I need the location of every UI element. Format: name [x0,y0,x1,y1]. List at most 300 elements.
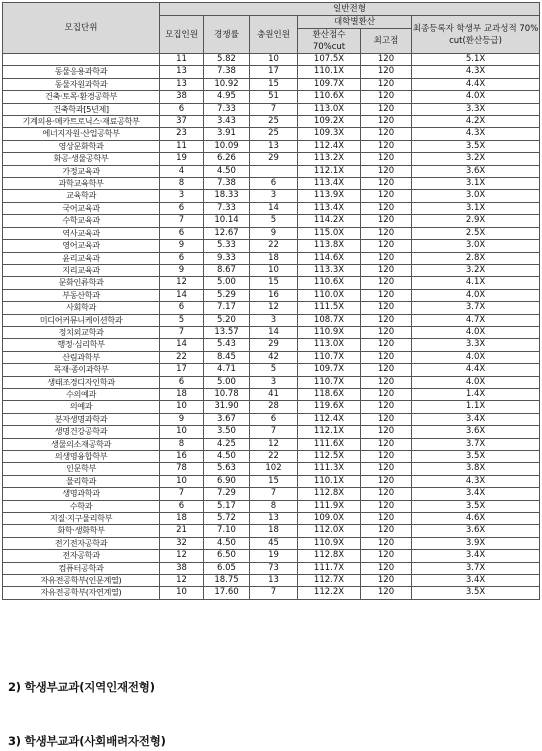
cell-final-grade: 3.8X [412,463,540,475]
table-row [3,202,540,214]
cell-unit: 전기전자공학과 [3,537,160,549]
table-row [3,326,540,338]
cell-competition: 10.78 [204,388,250,400]
cell-additional: 9 [250,227,298,239]
cell-recruit: 3 [160,190,204,202]
table-row [3,240,540,252]
table-body [3,54,540,600]
cell-converted: 114.2X [298,215,361,227]
cell-recruit: 6 [160,302,204,314]
cell-recruit: 6 [160,500,204,512]
cell-unit: 정치외교학과 [3,326,160,338]
cell-competition: 18.33 [204,190,250,202]
cell-recruit: 14 [160,289,204,301]
table-row [3,575,540,587]
cell-unit: 화공·생물공학부 [3,153,160,165]
cell-converted: 112.1X [298,426,361,438]
cell-unit: 미디어커뮤니케이션학과 [3,314,160,326]
table-header [3,3,540,54]
cell-additional: 45 [250,537,298,549]
cell-converted: 112.2X [298,587,361,599]
cell-converted: 113.2X [298,153,361,165]
cell-competition: 4.50 [204,165,250,177]
cell-recruit: 13 [160,66,204,78]
cell-additional: 102 [250,463,298,475]
cell-additional: 12 [250,302,298,314]
table-row [3,128,540,140]
cell-recruit: 14 [160,339,204,351]
cell-unit: 의생명융합학부 [3,451,160,463]
cell-converted: 111.7X [298,562,361,574]
cell-max: 120 [361,178,412,190]
cell-recruit: 18 [160,513,204,525]
cell-final-grade: 3.1X [412,202,540,214]
section-heading-social-consideration: 3) 학생부교과(사회배려자전형) [8,734,166,748]
cell-competition: 4.95 [204,91,250,103]
table-row [3,116,540,128]
cell-final-grade: 3.2X [412,264,540,276]
cell-converted: 112.4X [298,413,361,425]
cell-final-grade: 3.5X [412,587,540,599]
cell-converted: 110.9X [298,326,361,338]
cell-unit: 국어교육과 [3,202,160,214]
cell-converted: 110.1X [298,66,361,78]
cell-max: 120 [361,364,412,376]
cell-competition: 5.72 [204,513,250,525]
cell-final-grade: 1.1X [412,401,540,413]
cell-additional: 42 [250,351,298,363]
table-row [3,413,540,425]
cell-max: 120 [361,91,412,103]
table-row [3,289,540,301]
cell-unit: 목재·종이과학부 [3,364,160,376]
table-row [3,190,540,202]
cell-additional: 14 [250,202,298,214]
table-row [3,252,540,264]
cell-final-grade: 3.5X [412,500,540,512]
cell-competition: 7.38 [204,66,250,78]
cell-competition: 3.67 [204,413,250,425]
table-row [3,277,540,289]
section-heading-regional-talent: 2) 학생부교과(지역인재전형) [8,680,155,694]
cell-recruit: 6 [160,252,204,264]
cell-recruit: 7 [160,326,204,338]
cell-unit: 수의예과 [3,388,160,400]
cell-recruit: 10 [160,587,204,599]
cell-unit: 동물응용과학과 [3,66,160,78]
cell-recruit: 12 [160,550,204,562]
cell-final-grade: 3.7X [412,302,540,314]
cell-converted: 112.1X [298,165,361,177]
cell-final-grade: 3.2X [412,153,540,165]
cell-competition: 6.05 [204,562,250,574]
header-unit: 모집단위 [3,3,160,54]
cell-unit: 수학과 [3,500,160,512]
cell-unit: 산림과학부 [3,351,160,363]
table-row [3,513,540,525]
table-row [3,550,540,562]
cell-converted: 109.7X [298,364,361,376]
cell-converted: 113.4X [298,202,361,214]
cell-converted: 112.5X [298,451,361,463]
cell-unit: 동물자원과학과 [3,78,160,90]
admission-results-table [2,2,540,600]
cell-competition: 5.33 [204,240,250,252]
cell-max: 120 [361,388,412,400]
cell-recruit: 12 [160,575,204,587]
table-row [3,500,540,512]
cell-max: 120 [361,54,412,66]
header-general: 일반전형 [160,3,540,16]
table-row [3,339,540,351]
cell-converted: 113.9X [298,190,361,202]
cell-additional: 6 [250,178,298,190]
cell-max: 120 [361,78,412,90]
cell-recruit: 7 [160,488,204,500]
cell-competition: 10.09 [204,140,250,152]
table-row [3,376,540,388]
cell-final-grade: 3.6X [412,426,540,438]
cell-unit: 자유전공학부(자연계열) [3,587,160,599]
cell-max: 120 [361,103,412,115]
cell-competition: 3.50 [204,426,250,438]
cell-additional: 3 [250,314,298,326]
cell-final-grade: 3.5X [412,451,540,463]
cell-max: 120 [361,537,412,549]
cell-max: 120 [361,128,412,140]
cell-recruit: 8 [160,178,204,190]
cell-converted: 109.2X [298,116,361,128]
cell-max: 120 [361,289,412,301]
cell-final-grade: 2.9X [412,215,540,227]
cell-max: 120 [361,438,412,450]
cell-final-grade: 3.7X [412,438,540,450]
cell-final-grade: 4.0X [412,289,540,301]
cell-final-grade: 3.1X [412,178,540,190]
cell-recruit: 10 [160,401,204,413]
cell-additional: 7 [250,587,298,599]
cell-competition: 7.33 [204,103,250,115]
cell-additional: 15 [250,277,298,289]
cell-max: 120 [361,500,412,512]
cell-additional: 18 [250,252,298,264]
cell-final-grade: 4.0X [412,351,540,363]
cell-recruit: 10 [160,426,204,438]
cell-additional: 6 [250,413,298,425]
cell-max: 120 [361,190,412,202]
header-converted-score: 환산점수 70%cut [298,29,361,54]
cell-final-grade: 3.4X [412,550,540,562]
cell-unit: 에너지자원·산업공학부 [3,128,160,140]
cell-competition: 5.20 [204,314,250,326]
table-row [3,314,540,326]
cell-unit: 전자공학과 [3,550,160,562]
cell-unit: 자유전공학부(인문계열) [3,575,160,587]
cell-max: 120 [361,463,412,475]
cell-max: 120 [361,153,412,165]
cell-recruit: 6 [160,376,204,388]
cell-recruit: 13 [160,78,204,90]
cell-converted: 115.0X [298,227,361,239]
cell-additional: 3 [250,190,298,202]
cell-final-grade: 3.3X [412,103,540,115]
cell-unit: 화학·생화학부 [3,525,160,537]
cell-converted: 113.8X [298,240,361,252]
cell-converted: 110.0X [298,289,361,301]
cell-converted: 109.7X [298,78,361,90]
table-row [3,388,540,400]
cell-recruit: 5 [160,314,204,326]
cell-final-grade: 2.8X [412,252,540,264]
cell-final-grade: 4.0X [412,376,540,388]
table-row [3,537,540,549]
cell-competition: 7.29 [204,488,250,500]
cell-recruit: 22 [160,351,204,363]
cell-additional: 8 [250,500,298,512]
cell-competition: 17.60 [204,587,250,599]
cell-unit: 지리교육과 [3,264,160,276]
cell-max: 120 [361,513,412,525]
cell-max: 120 [361,326,412,338]
cell-recruit: 78 [160,463,204,475]
cell-additional: 16 [250,289,298,301]
cell-competition: 8.67 [204,264,250,276]
cell-converted: 110.7X [298,351,361,363]
table-row [3,78,540,90]
cell-converted: 114.6X [298,252,361,264]
cell-competition: 6.50 [204,550,250,562]
cell-additional: 15 [250,475,298,487]
cell-recruit: 11 [160,140,204,152]
cell-recruit: 32 [160,537,204,549]
cell-additional [250,165,298,177]
cell-additional: 22 [250,451,298,463]
cell-unit: 역사교육과 [3,227,160,239]
cell-additional: 14 [250,326,298,338]
cell-unit: 인문학부 [3,463,160,475]
cell-competition: 6.90 [204,475,250,487]
cell-additional: 10 [250,54,298,66]
cell-unit: 생명과학과 [3,488,160,500]
cell-final-grade: 4.2X [412,116,540,128]
cell-recruit: 8 [160,438,204,450]
header-competition: 경쟁률 [204,16,250,54]
cell-competition: 13.57 [204,326,250,338]
cell-final-grade: 4.0X [412,91,540,103]
cell-competition: 5.17 [204,500,250,512]
cell-converted: 119.6X [298,401,361,413]
cell-max: 120 [361,140,412,152]
table-row [3,153,540,165]
cell-final-grade: 4.3X [412,128,540,140]
cell-competition: 5.82 [204,54,250,66]
cell-max: 120 [361,525,412,537]
table-row [3,227,540,239]
cell-competition: 3.91 [204,128,250,140]
cell-competition: 4.50 [204,537,250,549]
header-final-registrant: 최종등록자 학생부 교과성적 70% cut(환산등급) [412,16,540,54]
header-additional: 충원인원 [250,16,298,54]
cell-final-grade: 4.1X [412,277,540,289]
cell-final-grade: 3.7X [412,562,540,574]
cell-final-grade: 3.4X [412,488,540,500]
cell-unit: 문화인류학과 [3,277,160,289]
cell-recruit: 21 [160,525,204,537]
cell-max: 120 [361,413,412,425]
cell-recruit: 9 [160,240,204,252]
table-row [3,302,540,314]
cell-recruit: 11 [160,54,204,66]
cell-unit: 생물의소재공학과 [3,438,160,450]
cell-max: 120 [361,587,412,599]
cell-unit: 분자생명과학과 [3,413,160,425]
table-row [3,351,540,363]
cell-converted: 112.4X [298,140,361,152]
cell-recruit: 9 [160,264,204,276]
cell-recruit: 6 [160,227,204,239]
cell-unit: 영어교육과 [3,240,160,252]
cell-converted: 111.3X [298,463,361,475]
cell-converted: 107.5X [298,54,361,66]
cell-unit: 사회학과 [3,302,160,314]
cell-additional: 41 [250,388,298,400]
table-row [3,426,540,438]
cell-unit: 건축·토목·환경공학부 [3,91,160,103]
table-row [3,140,540,152]
cell-converted: 109.0X [298,513,361,525]
cell-max: 120 [361,426,412,438]
cell-competition: 5.63 [204,463,250,475]
cell-converted: 118.6X [298,388,361,400]
cell-final-grade: 2.5X [412,227,540,239]
cell-converted: 112.7X [298,575,361,587]
table-row [3,562,540,574]
cell-final-grade: 4.0X [412,326,540,338]
table-row [3,525,540,537]
cell-unit: 윤리교육과 [3,252,160,264]
table-row [3,91,540,103]
cell-final-grade: 4.3X [412,475,540,487]
cell-recruit: 6 [160,103,204,115]
cell-converted: 110.1X [298,475,361,487]
table-row [3,215,540,227]
cell-competition: 8.45 [204,351,250,363]
cell-converted: 110.7X [298,376,361,388]
cell-max: 120 [361,240,412,252]
cell-additional: 17 [250,66,298,78]
cell-final-grade: 3.9X [412,537,540,549]
cell-final-grade: 3.5X [412,140,540,152]
cell-competition: 10.14 [204,215,250,227]
cell-final-grade: 4.3X [412,66,540,78]
table-row [3,364,540,376]
cell-final-grade: 3.4X [412,575,540,587]
cell-max: 120 [361,66,412,78]
cell-competition: 4.71 [204,364,250,376]
table-row [3,451,540,463]
cell-recruit: 10 [160,475,204,487]
cell-additional: 25 [250,116,298,128]
cell-recruit: 7 [160,215,204,227]
cell-competition: 7.10 [204,525,250,537]
cell-additional: 19 [250,550,298,562]
cell-competition: 3.43 [204,116,250,128]
cell-converted: 111.9X [298,500,361,512]
cell-max: 120 [361,314,412,326]
cell-recruit: 19 [160,153,204,165]
cell-max: 120 [361,488,412,500]
cell-max: 120 [361,252,412,264]
cell-competition: 7.38 [204,178,250,190]
cell-unit: 건축학과[5년제] [3,103,160,115]
cell-competition: 5.00 [204,376,250,388]
table-row [3,475,540,487]
table-row [3,463,540,475]
cell-converted: 113.4X [298,178,361,190]
header-max-score: 최고점 [361,29,412,54]
cell-competition: 9.33 [204,252,250,264]
cell-max: 120 [361,264,412,276]
cell-additional: 7 [250,103,298,115]
cell-recruit: 16 [160,451,204,463]
cell-additional: 18 [250,525,298,537]
cell-final-grade: 3.6X [412,525,540,537]
cell-final-grade: 4.7X [412,314,540,326]
cell-unit: 지질·지구물리학부 [3,513,160,525]
cell-competition: 18.75 [204,575,250,587]
cell-unit: 생명건강공학과 [3,426,160,438]
cell-max: 120 [361,575,412,587]
cell-additional: 3 [250,376,298,388]
cell-unit: 생태조경디자인학과 [3,376,160,388]
cell-recruit: 17 [160,364,204,376]
cell-competition: 4.25 [204,438,250,450]
cell-max: 120 [361,202,412,214]
header-recruit: 모집인원 [160,16,204,54]
cell-unit: 영상문화학과 [3,140,160,152]
cell-max: 120 [361,451,412,463]
cell-additional: 12 [250,438,298,450]
table-row [3,165,540,177]
cell-additional: 13 [250,140,298,152]
cell-unit: 행정·심리학부 [3,339,160,351]
cell-recruit: 38 [160,562,204,574]
cell-recruit: 37 [160,116,204,128]
cell-converted: 110.9X [298,537,361,549]
cell-competition: 4.50 [204,451,250,463]
cell-additional: 29 [250,339,298,351]
cell-competition: 5.29 [204,289,250,301]
cell-unit: 기계의용·메카트로닉스·재료공학부 [3,116,160,128]
cell-converted: 110.6X [298,277,361,289]
cell-recruit: 18 [160,388,204,400]
cell-recruit: 38 [160,91,204,103]
cell-converted: 113.0X [298,339,361,351]
cell-competition: 10.92 [204,78,250,90]
cell-converted: 112.8X [298,550,361,562]
table-row [3,401,540,413]
cell-converted: 108.7X [298,314,361,326]
cell-max: 120 [361,165,412,177]
cell-additional: 28 [250,401,298,413]
cell-converted: 110.6X [298,91,361,103]
cell-additional: 73 [250,562,298,574]
header-by-university: 대학별환산 [298,16,412,29]
cell-additional: 5 [250,364,298,376]
cell-final-grade: 3.4X [412,413,540,425]
cell-recruit: 6 [160,202,204,214]
cell-unit: 물리학과 [3,475,160,487]
